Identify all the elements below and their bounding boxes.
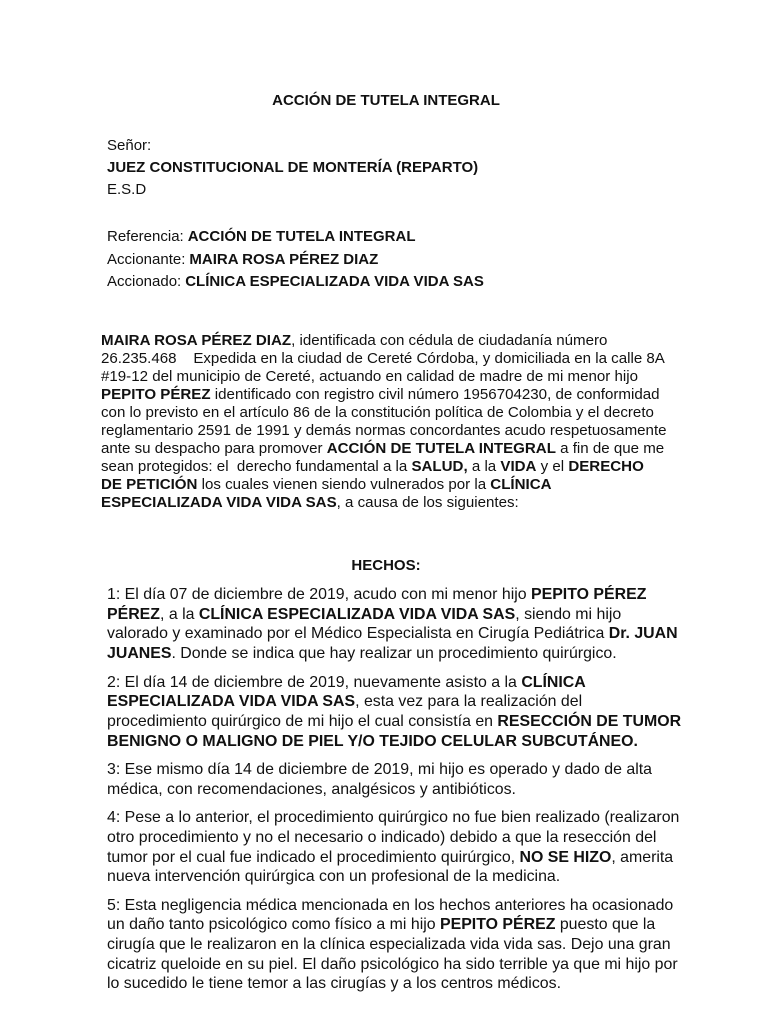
fact-item-4 [107,808,681,887]
text-run: , amerita [611,848,674,866]
text-run: otro procedimiento y no el necesario o indicado) debido a que la resección del [107,828,657,846]
facts-heading: HECHOS: [351,557,421,574]
fact-line [107,935,681,955]
fact-line [107,780,681,800]
fact-line [107,644,681,664]
fact-line [107,624,681,644]
text-run: #19-12 del municipio de Cereté, actuando en calidad de madre de mi menor hijo [101,368,638,385]
reference-label: Accionante: [107,250,186,268]
text-run: 1: El día 07 de diciembre de 2019, acudo con mi menor hijo [107,586,532,603]
reference-label: Accionado: [107,273,182,290]
emphasized-text: PEPITO PÉREZ [440,916,556,934]
text-run: 5: Esta negligencia médica mencionada en los hechos anteriores ha ocasionado [107,896,674,914]
fact-line [107,848,681,868]
text-run: a la [467,458,501,475]
emphasized-text: DE PETICIÓN [101,476,198,493]
fact-line [107,974,681,994]
emphasized-text: ESPECIALIZADA VIDA VIDA SAS [107,693,356,711]
text-run: , a causa de los siguientes: [336,494,519,511]
emphasized-text: DERECHO [568,458,644,475]
emphasized-text: ESPECIALIZADA VIDA VIDA SAS [101,494,337,511]
text-run: nueva intervención quirúrgica con un profesional de la medicina. [107,868,561,886]
emphasized-text: PEPITO PÉREZ [101,386,211,403]
text-run: , identificada con cédula de ciudadanía número [291,332,608,349]
text-run: puesto que la [555,916,656,934]
text-run: ante su despacho para promover [101,440,327,457]
emphasized-text: ACCIÓN DE TUTELA INTEGRAL [326,440,556,457]
document-title: ACCIÓN DE TUTELA INTEGRAL [272,92,500,109]
fact-line [107,760,681,780]
petition-line [101,476,667,494]
text-run: 2: El día 14 de diciembre de 2019, nuevamente asisto a la [107,673,522,691]
text-run: identificado con registro civil número 1956704230, de conformidad [210,386,660,403]
text-run: los cuales vienen siendo vulnerados por la [197,476,491,493]
text-run: . Donde se indica que hay realizar un procedimiento quirúrgico. [171,645,617,663]
petition-line [101,404,667,422]
text-run: , esta vez para la realización del [355,693,583,711]
text-run: 3: Ese mismo día 14 de diciembre de 2019, mi hijo es operado y dado de alta [107,761,653,778]
fact-item-3 [107,760,681,799]
text-run: a fin de que me [555,440,665,457]
text-run: cicatriz queloide en su piel. El daño psicológico ha sido terrible ya que mi hijo por [107,955,678,973]
reference-row-referencia [107,226,484,249]
reference-value: MAIRA ROSA PÉREZ DIAZ [189,250,379,268]
petition-line [101,332,667,350]
emphasized-text: CLÍNICA ESPECIALIZADA VIDA VIDA SAS [198,605,516,623]
reference-value: CLÍNICA ESPECIALIZADA VIDA VIDA SAS [185,273,484,290]
fact-line [107,955,681,975]
emphasized-text: PÉREZ [107,605,160,623]
text-run: 26.235.468 Expedida en la ciudad de Cereté Córdoba, y domiciliada en la calle 8A [101,350,665,367]
text-run: , a la [159,605,199,623]
text-run: valorado y examinado por el Médico Especialista en Cirugía Pediátrica [107,625,609,643]
petition-line [101,386,667,404]
petition-line [101,494,667,512]
text-run: 4: Pese a lo anterior, el procedimiento quirúrgico no fue bien realizado (realizaron [107,809,680,827]
emphasized-text: VIDA [500,458,537,475]
salutation: Señor: [107,137,152,154]
emphasized-text: RESECCIÓN DE TUMOR [497,712,682,730]
fact-item-2 [107,673,681,752]
fact-item-5 [107,896,681,995]
text-run: cirugía que le realizaron en la clínica especializada vida vida sas. Dejo una gran [107,936,671,953]
text-run: lo sucedido le tiene temor a las cirugías y a los centros médicos. [107,975,561,993]
text-run: procedimiento quirúrgico de mi hijo el cual consistía en [107,712,498,730]
text-run: sean protegidos: el derecho fundamental a la [101,458,412,475]
emphasized-text: JUANES [107,645,172,663]
petition-line [101,350,667,368]
emphasized-text: NO SE HIZO [519,848,612,866]
petition-paragraph [101,332,667,512]
fact-line [107,732,681,752]
emphasized-text: SALUD, [411,458,468,475]
emphasized-text: BENIGNO O MALIGNO DE PIEL Y/O TEJIDO CELULAR SUBCUTÁNEO. [107,732,638,750]
facts-list [107,585,681,1003]
text-run: médica, con recomendaciones, analgésicos y antibióticos. [107,780,516,798]
text-run: y el [536,458,569,475]
fact-line [107,673,681,693]
emphasized-text: CLÍNICA [490,476,552,493]
text-run: , siendo mi hijo [515,605,622,623]
fact-line [107,692,681,712]
reference-row-accionante [107,249,484,272]
fact-line [107,605,681,625]
petition-line [101,368,667,386]
fact-line [107,585,681,605]
emphasized-text: CLÍNICA [521,673,586,691]
petition-line [101,458,667,476]
reference-block [107,226,484,294]
fact-line [107,712,681,732]
fact-line [107,828,681,848]
fact-line [107,867,681,887]
fact-line [107,896,681,916]
petition-line [101,422,667,440]
fact-line [107,915,681,935]
recipient: JUEZ CONSTITUCIONAL DE MONTERÍA (REPARTO) [107,159,479,176]
text-run: reglamentario 2591 de 1991 y demás normas concordantes acudo respetuosamente [101,422,667,439]
emphasized-text: MAIRA ROSA PÉREZ DIAZ [101,332,292,349]
text-run: un daño tanto psicológico como físico a mi hijo [107,916,441,934]
addressee-block [107,135,478,201]
esd-abbreviation: E.S.D [107,181,147,198]
reference-label: Referencia: [107,228,184,245]
fact-line [107,808,681,828]
reference-row-accionado [107,271,484,294]
petition-line [101,440,667,458]
emphasized-text: Dr. JUAN [608,625,678,643]
reference-value: ACCIÓN DE TUTELA INTEGRAL [187,228,416,245]
emphasized-text: PEPITO PÉREZ [531,586,647,603]
text-run: con lo previsto en el artículo 86 de la constitución política de Colombia y el decreto [101,404,654,421]
fact-item-1 [107,585,681,664]
text-run: tumor por el cual fue indicado el procedimiento quirúrgico, [107,848,520,866]
